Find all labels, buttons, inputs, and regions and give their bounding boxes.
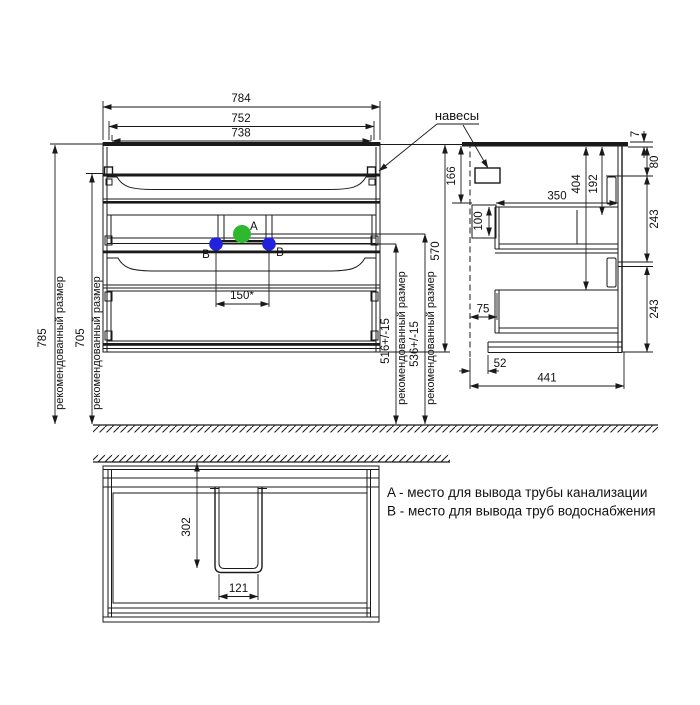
dim-166-label: 166: [446, 166, 458, 186]
water-outlet-marker-b-right: [262, 237, 276, 251]
dim-350-label: 350: [547, 190, 567, 203]
water-outlet-marker-b-left: [209, 237, 223, 251]
dim-570-label: 570: [430, 241, 442, 261]
dim-536-label: 536+/-15: [409, 321, 421, 367]
countertop-front: [103, 142, 380, 146]
dim-784-label: 784: [231, 93, 251, 105]
dim-738-label: 738: [231, 127, 251, 140]
dim-536-note: рекомендованный размер: [425, 271, 437, 405]
dim-52-label: 52: [493, 358, 507, 370]
dim-192-label: 192: [588, 174, 600, 194]
dim-752-label: 752: [231, 113, 251, 125]
dim-705-note: рекомендованный размер: [91, 276, 103, 410]
dim-302-label: 302: [181, 517, 193, 537]
dim-100-label: 100: [473, 211, 485, 231]
floor-line: [93, 425, 658, 432]
dim-7-label: 7: [630, 130, 642, 138]
dim-705-label: 705: [75, 328, 87, 348]
dim-404-label: 404: [571, 174, 583, 194]
dim-243-bottom-label: 243: [649, 299, 661, 319]
legend-line-a: A - место для вывода трубы канализации: [387, 485, 648, 500]
marker-b-left-label: B: [202, 249, 210, 261]
countertop-side: [462, 142, 628, 147]
hangers-label: навесы: [434, 108, 480, 123]
dim-785-note: рекомендованный размер: [54, 276, 66, 410]
dim-516-note: рекомендованный размер: [396, 271, 408, 405]
dim-80-label: 80: [649, 155, 661, 169]
marker-b-right-label: B: [276, 247, 284, 259]
legend-line-b: B - место для вывода труб водоснабжения: [387, 503, 656, 519]
dim-150-label: 150*: [230, 290, 254, 302]
dim-243-top-label: 243: [649, 209, 661, 229]
drain-outlet-marker-a: [233, 225, 251, 243]
marker-a-label: A: [250, 221, 258, 233]
dim-441-label: 441: [537, 372, 557, 385]
dim-121-label: 121: [228, 583, 249, 595]
dim-516-label: 516+/-15: [380, 318, 392, 364]
wall-line: [93, 455, 450, 462]
dim-785-label: 785: [37, 328, 49, 348]
dim-75-label: 75: [476, 303, 490, 316]
